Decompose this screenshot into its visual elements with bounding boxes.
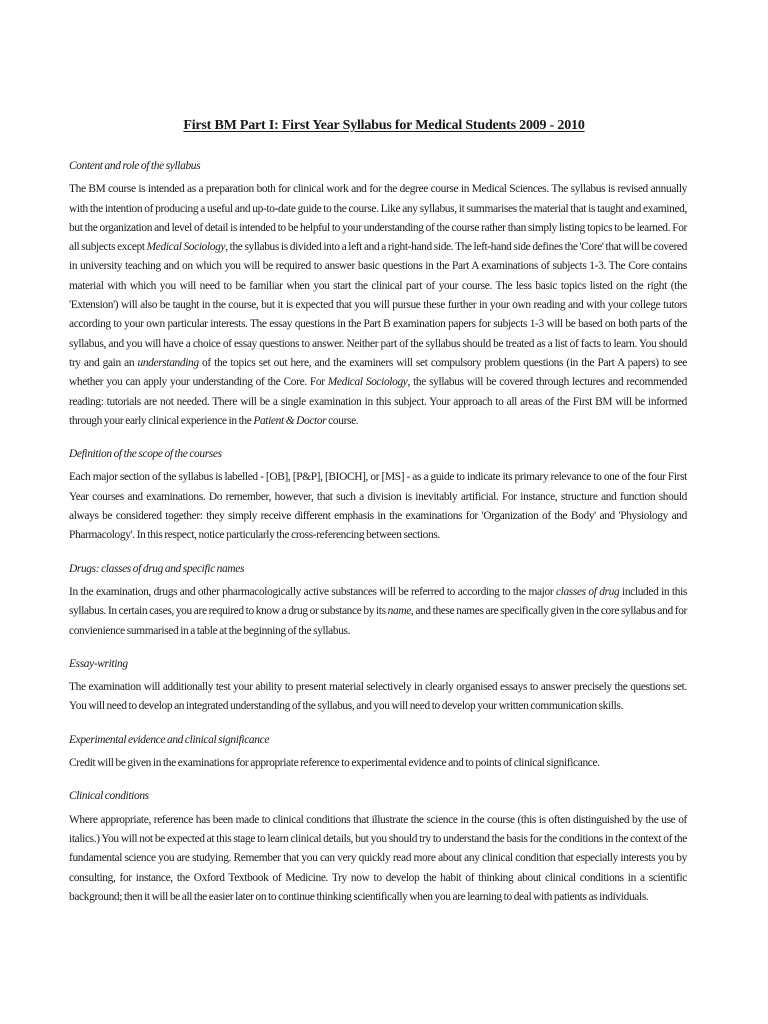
italic-text-segment: Medical Sociology: [327, 376, 408, 389]
section-heading: Clinical conditions: [69, 790, 149, 803]
italic-text-segment: name: [387, 605, 411, 618]
italic-text-segment: classes of drug: [555, 585, 620, 598]
italic-text-segment: Medical Sociology: [146, 241, 226, 254]
document-body: [69, 157, 687, 907]
italic-text-segment: Patient & Doctor: [253, 414, 327, 427]
section-paragraph: [69, 811, 687, 907]
section-paragraph: [69, 583, 687, 641]
text-segment: Where appropriate, reference has been made to clinical conditions that illustrate the science in the course (this is often distinguished by the use of italics.) You will not be expected at this stage to learn clinical details, but you should try to understand the basis for the conditions in the context of the fundamental science you are studying. Remember that you can very quickly read more about any clinical condition that especially interests you by consulting, for instance, the Oxford Textbook of Medicine. Try now to develop the habit of thinking about clinical conditions in a scientific background; then it will be all the easier later on to continue thinking scientifically when you are learning to deal with patients as individuals.: [69, 813, 687, 903]
text-segment: Each major section of the syllabus is labelled - [OB], [P&P], [BIOCH], or [MS] - as a guide to indicate its primary relevance to one of the four First Year courses and examinations. Do remember, however, that such a division is inevitably artificial. For instance, structure and function should always be considered together: they simply receive different emphasis in the examinations for 'Organization of the Body' and 'Physiology and Pharmacology'. In this respect, notice particularly the cross-referencing between sections.: [69, 471, 687, 542]
section-heading: Definition of the scope of the courses: [69, 448, 222, 461]
text-segment: , the syllabus is divided into a left and a right-hand side. The left-hand side defines the 'Core' that will be covered in university teaching and on which you will be required to answer basic questions in the Part A examinations of subjects 1-3. The Core contains material with which you will need to be familiar when you start the clinical part of your course. The less basic topics listed on the right (the 'Extension') will also be taught in the course, but it is expected that you will pursue these further in your own reading and with your college tutors according to your own particular interests. The essay questions in the Part B examination papers for subjects 1-3 will be based on both parts of the syllabus, and you will have a choice of essay questions to answer. Neither part of the syllabus should be treated as a list of facts to learn. You should try and gain an: [69, 241, 687, 369]
section-paragraph: [69, 180, 687, 431]
text-segment: of the topics set out here, and the examiners will set compulsory problem questions (in the Part A papers) to see whether you can apply your understanding of the Core. For: [69, 356, 687, 389]
document-title: [0, 118, 768, 134]
text-segment: included in this syllabus. In certain cases, you are required to know a drug or substance by its: [69, 585, 687, 618]
text-segment: In the examination, drugs and other pharmacologically active substances will be referred to according to the major: [69, 585, 556, 598]
section-heading: Experimental evidence and clinical significance: [69, 733, 270, 746]
section-paragraph: [69, 468, 687, 545]
section-heading: Drugs: classes of drug and specific names: [69, 562, 245, 575]
text-segment: The BM course is intended as a preparation both for clinical work and for the degree course in Medical Sciences. The syllabus is revised annually with the intention of producing a useful and up-to-date guide to the course. Like any syllabus, it summarises the material that is taught and examined, but the organization and level of detail is intended to be helpful to your understanding of the course rather than simply listing topics to be learned. For all subjects except: [69, 183, 687, 254]
document-title-text: First BM Part I: First Year Syllabus for Medical Students 2009 - 2010: [183, 118, 585, 133]
section-heading: Essay-writing: [69, 657, 128, 670]
section-paragraph: [69, 678, 687, 717]
italic-text-segment: understanding: [137, 356, 199, 369]
text-segment: The examination will additionally test your ability to present material selectively in clearly organised essays to answer precisely the questions set. You will need to develop an integrated understanding of the syllabus, and you will need to develop your written communication skills.: [69, 681, 687, 713]
text-segment: , and these names are specifically given in the core syllabus and for convienience summarised in a table at the beginning of the syllabus.: [69, 605, 687, 637]
text-segment: course.: [326, 414, 359, 427]
text-segment: , the syllabus will be covered through lectures and recommended reading: tutorials are not needed. There will be a single examination in this subject. Your approach to all areas of the First BM will be informed through your early clinical experience in the: [69, 376, 687, 427]
text-segment: Credit will be given in the examinations for appropriate reference to experimental evidence and to points of clinical significance.: [69, 757, 600, 770]
section-heading: Content and role of the syllabus: [69, 160, 201, 172]
section-paragraph: [69, 754, 687, 773]
